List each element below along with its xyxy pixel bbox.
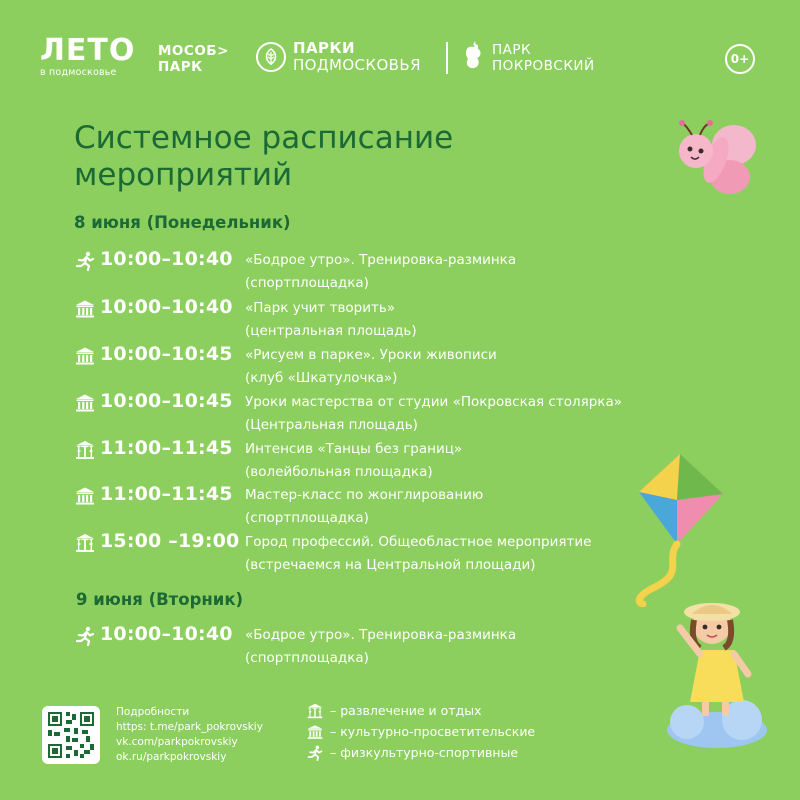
event-time: 10:00–10:45 bbox=[100, 343, 233, 365]
museum-icon bbox=[306, 724, 324, 740]
event-location: (спортплощадка) bbox=[245, 275, 369, 291]
schedule-event bbox=[74, 528, 694, 572]
butterfly-illustration bbox=[672, 115, 764, 203]
parki-logo-line2: ПОДМОСКОВЬЯ bbox=[293, 56, 421, 74]
girl-on-cloud-illustration bbox=[662, 590, 772, 752]
schedule-event bbox=[74, 341, 694, 385]
event-description bbox=[245, 344, 705, 390]
legend-item bbox=[306, 700, 535, 721]
leto-logo-title: ЛЕТО bbox=[40, 33, 136, 68]
running-person-icon bbox=[306, 745, 324, 761]
event-title: Уроки мастерства от студии «Покровская столярка» bbox=[245, 394, 622, 410]
event-location: (спортплощадка) bbox=[245, 510, 369, 526]
telegram-link[interactable]: https: t.me/park_pokrovskiy bbox=[116, 721, 263, 733]
contacts-block bbox=[116, 705, 263, 765]
running-person-icon bbox=[74, 626, 96, 646]
page-title bbox=[74, 120, 453, 194]
parki-podmoskovya-logo bbox=[256, 40, 421, 74]
running-person-icon bbox=[74, 251, 96, 271]
event-time: 11:00–11:45 bbox=[100, 483, 233, 505]
schedule-event bbox=[74, 435, 694, 479]
event-time: 10:00–10:40 bbox=[100, 623, 233, 645]
pokr-logo-line1: ПАРК bbox=[492, 42, 532, 58]
schedule-event bbox=[74, 621, 694, 665]
parki-logo-line1: ПАРКИ bbox=[293, 39, 355, 57]
legend-label: – культурно-просветительские bbox=[330, 724, 536, 739]
event-location: (встречаемся на Центральной площади) bbox=[245, 557, 536, 573]
page-title-line2: мероприятий bbox=[74, 157, 293, 193]
event-location: (волейбольная площадка) bbox=[245, 464, 433, 480]
park-pokrovsky-logo bbox=[462, 39, 595, 77]
pokr-logo-line2: ПОКРОВСКИЙ bbox=[492, 58, 595, 74]
ok-link[interactable]: ok.ru/parkpokrovskiy bbox=[116, 751, 227, 763]
vk-link[interactable]: vk.com/parkpokrovskiy bbox=[116, 736, 238, 748]
museum-icon bbox=[74, 486, 96, 506]
day-heading-monday: 8 июня (Понедельник) bbox=[74, 213, 291, 232]
event-location: (спортплощадка) bbox=[245, 650, 369, 666]
icon-legend bbox=[306, 700, 535, 763]
event-title: «Бодрое утро». Тренировка-разминка bbox=[245, 252, 517, 268]
schedule-event bbox=[74, 481, 694, 525]
details-label: Подробности bbox=[116, 706, 190, 718]
event-time: 11:00–11:45 bbox=[100, 437, 233, 459]
carousel-icon bbox=[306, 703, 324, 719]
event-title: Интенсив «Танцы без границ» bbox=[245, 441, 463, 457]
age-rating-badge: 0+ bbox=[725, 44, 755, 74]
event-title: Мастер-класс по жонглированию bbox=[245, 487, 484, 503]
kite-illustration bbox=[625, 452, 725, 607]
event-time: 10:00–10:45 bbox=[100, 390, 233, 412]
legend-label: – физкультурно-спортивные bbox=[330, 745, 519, 760]
legend-item bbox=[306, 721, 535, 742]
mosobpark-logo-line2: ПАРК bbox=[158, 59, 203, 75]
event-time: 10:00–10:40 bbox=[100, 248, 233, 270]
leaf-icon bbox=[256, 42, 286, 72]
schedule-event bbox=[74, 388, 694, 432]
leto-logo-subtitle: в подмосковье bbox=[40, 67, 117, 78]
schedule-event bbox=[74, 246, 694, 290]
squirrel-icon bbox=[462, 39, 484, 77]
leto-logo bbox=[40, 33, 136, 78]
event-location: (центральная площадь) bbox=[245, 323, 417, 339]
legend-item bbox=[306, 742, 535, 763]
mosobpark-logo bbox=[158, 43, 229, 75]
museum-icon bbox=[74, 393, 96, 413]
event-title: «Парк учит творить» bbox=[245, 300, 396, 316]
event-time: 15:00 –19:00 bbox=[100, 530, 240, 552]
event-title: «Бодрое утро». Тренировка-разминка bbox=[245, 627, 517, 643]
page-title-line1: Системное расписание bbox=[74, 120, 454, 156]
schedule-event bbox=[74, 294, 694, 338]
mosobpark-logo-line1: МОСОБ> bbox=[158, 43, 229, 59]
event-description bbox=[245, 297, 705, 343]
qr-code[interactable] bbox=[42, 706, 100, 764]
event-title: Город профессий. Общеобластное мероприятие bbox=[245, 534, 592, 550]
museum-icon bbox=[74, 346, 96, 366]
header-divider bbox=[446, 42, 448, 74]
event-description bbox=[245, 391, 705, 437]
event-time: 10:00–10:40 bbox=[100, 296, 233, 318]
museum-icon bbox=[74, 299, 96, 319]
event-location: (Центральная площадь) bbox=[245, 417, 418, 433]
event-location: (клуб «Шкатулочка») bbox=[245, 370, 398, 386]
event-description bbox=[245, 249, 705, 295]
carousel-icon bbox=[74, 533, 96, 553]
legend-label: – развлечение и отдых bbox=[330, 703, 482, 718]
event-description bbox=[245, 624, 705, 670]
event-title: «Рисуем в парке». Уроки живописи bbox=[245, 347, 497, 363]
day-heading-tuesday: 9 июня (Вторник) bbox=[76, 590, 244, 609]
carousel-icon bbox=[74, 440, 96, 460]
